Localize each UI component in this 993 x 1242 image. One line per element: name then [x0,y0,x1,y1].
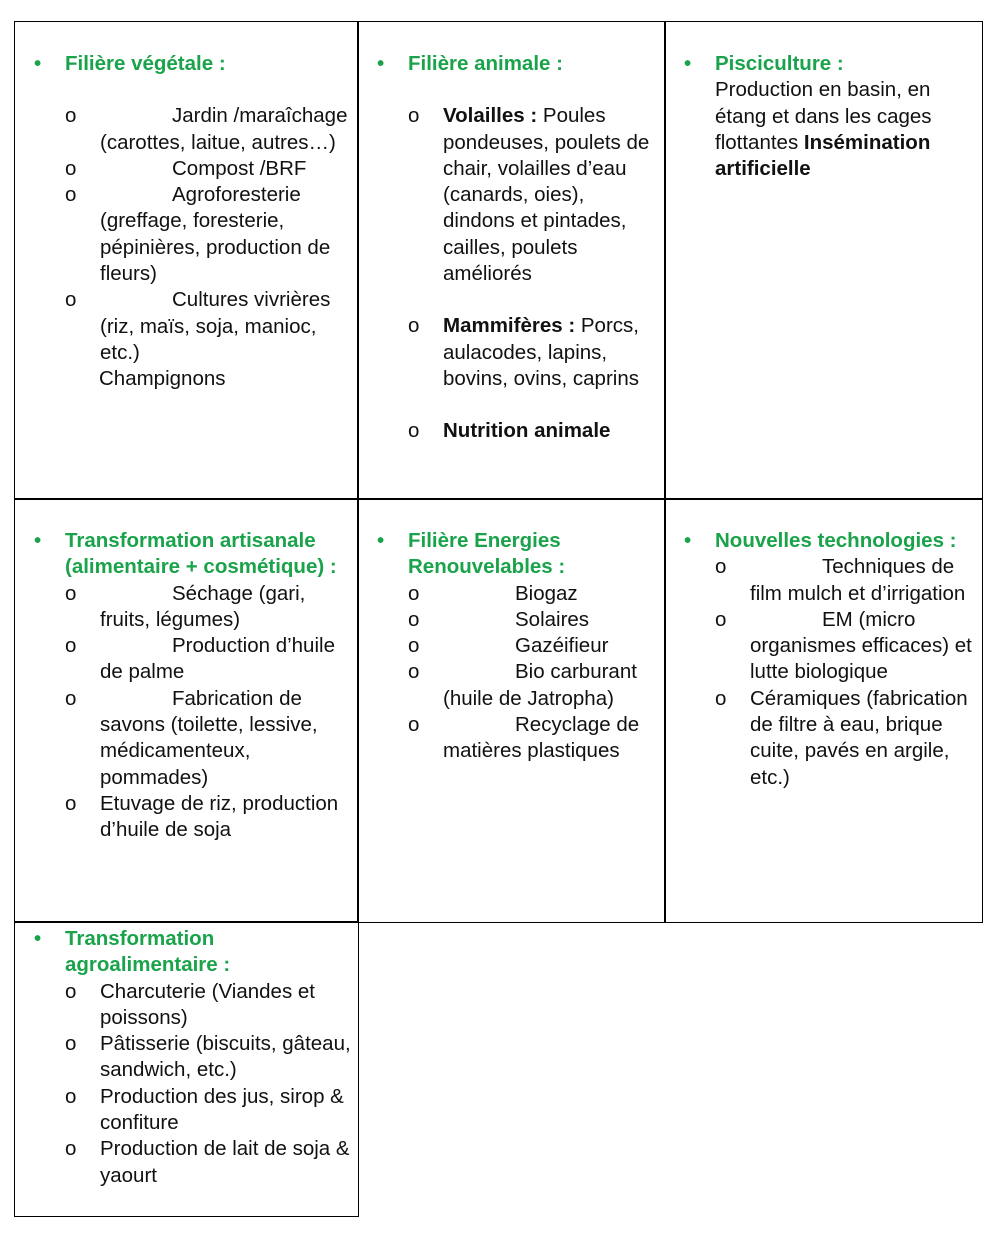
section-animale [357,51,657,445]
item-list [14,581,354,844]
list-item: o Bio carburant (huile de Jatropha) [408,660,637,710]
circle-bullet-icon: o [65,104,77,128]
circle-bullet-icon: o [715,555,727,579]
section-heading [357,528,659,581]
section-pisciculture [664,51,974,182]
list-item: o Céramiques (fabrication de filtre à eau, brique cuite, pavés en argile, etc.) [715,686,968,789]
bullet-icon: • [34,529,42,552]
circle-bullet-icon: o [65,979,77,1003]
section-heading [664,528,974,554]
circle-bullet-icon: o [408,419,420,443]
bullet-icon: • [377,52,385,75]
list-item: o Compost /BRF [14,156,354,182]
list-item: o EM (micro organismes efficaces) et lutte biologique [715,607,972,684]
list-item-volailles: o Volailles : Poules pondeuses, poulets de chair, volailles d’eau (canards, oies), dindons et pintades, cailles, poulets améliorés [408,104,650,286]
list-item: o Jardin /maraîchage (carottes, laitue, autres…) [65,104,348,154]
circle-bullet-icon: o [65,183,77,207]
circle-bullet-icon: o [65,581,77,605]
heading-text: Transformation artisanale (alimentaire + cosmétique) : [65,529,337,579]
list-item: o Fabrication de savons (toilette, lessive, médicamenteux, pommades) [65,686,318,789]
list-item: o Biogaz [357,581,659,607]
circle-bullet-icon: o [65,791,77,815]
item-list [14,103,354,392]
section-vegetale [14,51,354,393]
circle-bullet-icon: o [715,686,727,710]
pisciculture-text: Production en basin, en étang et dans les cages flottantes Insémination artificielle [715,78,932,181]
item-list [357,581,659,765]
item-list [357,103,657,444]
circle-bullet-icon: o [408,660,420,684]
circle-bullet-icon: o [408,607,420,631]
section-heading [14,926,354,979]
circle-bullet-icon: o [408,634,420,658]
heading-text: Filière végétale : [65,52,226,75]
section-transformation-artisanale [14,528,354,844]
bullet-icon: • [34,927,42,950]
circle-bullet-icon: o [408,104,420,128]
circle-bullet-icon: o [65,1032,77,1056]
list-item: o Charcuterie (Viandes et poissons) [65,979,315,1029]
list-item: o Agroforesterie (greffage, foresterie, pépinières, production de fleurs) [65,183,331,286]
list-item: o Production des jus, sirop & confiture [65,1084,344,1135]
section-heading [664,51,974,77]
list-item-extra: Champignons [99,367,226,391]
circle-bullet-icon: o [65,1084,77,1108]
bullet-icon: • [34,52,42,75]
bullet-icon: • [684,529,692,552]
circle-bullet-icon: o [65,288,77,312]
section-heading [14,528,354,581]
heading-text: Transformation agroalimentaire : [65,927,231,977]
list-item: o Etuvage de riz, production d’huile de soja [65,791,339,842]
list-item: o Cultures vivrières (riz, maïs, soja, manioc, etc.) [65,288,331,364]
list-item: o Production de lait de soja & yaourt [65,1137,350,1187]
section-energies [357,528,659,765]
section-heading [14,51,354,77]
section-agroalimentaire [14,926,354,1189]
list-item: o Recyclage de matières plastiques [408,713,640,763]
list-item: o Séchage (gari, fruits, légumes) [65,581,306,631]
circle-bullet-icon: o [65,156,77,180]
circle-bullet-icon: o [65,1137,77,1161]
section-nouvelles-technologies [664,528,974,791]
heading-text: Filière animale : [408,52,563,75]
heading-text: Filière Energies Renouvelables : [408,529,566,579]
heading-text: Nouvelles technologies : [715,529,957,552]
circle-bullet-icon: o [715,607,727,631]
circle-bullet-icon: o [65,686,77,710]
heading-text: Pisciculture : [715,52,844,75]
list-item: o Pâtisserie (biscuits, gâteau, sandwich, etc.) [65,1032,351,1082]
list-item: o Techniques de film mulch et d’irrigation [715,555,966,605]
circle-bullet-icon: o [408,581,420,605]
item-list [664,554,974,791]
section-heading [357,51,657,77]
list-item: o Production d’huile de palme [65,634,335,684]
list-item: o Gazéifieur [357,633,659,659]
circle-bullet-icon: o [408,713,420,737]
list-item-mammiferes: o Mammifères : Porcs, aulacodes, lapins, bovins, ovins, caprins [408,314,639,390]
circle-bullet-icon: o [408,314,420,338]
list-item-nutrition: o Nutrition animale [357,418,657,444]
bullet-icon: • [377,529,385,552]
item-list [14,979,354,1189]
bullet-icon: • [684,52,692,75]
circle-bullet-icon: o [65,634,77,658]
list-item: o Solaires [357,607,659,633]
